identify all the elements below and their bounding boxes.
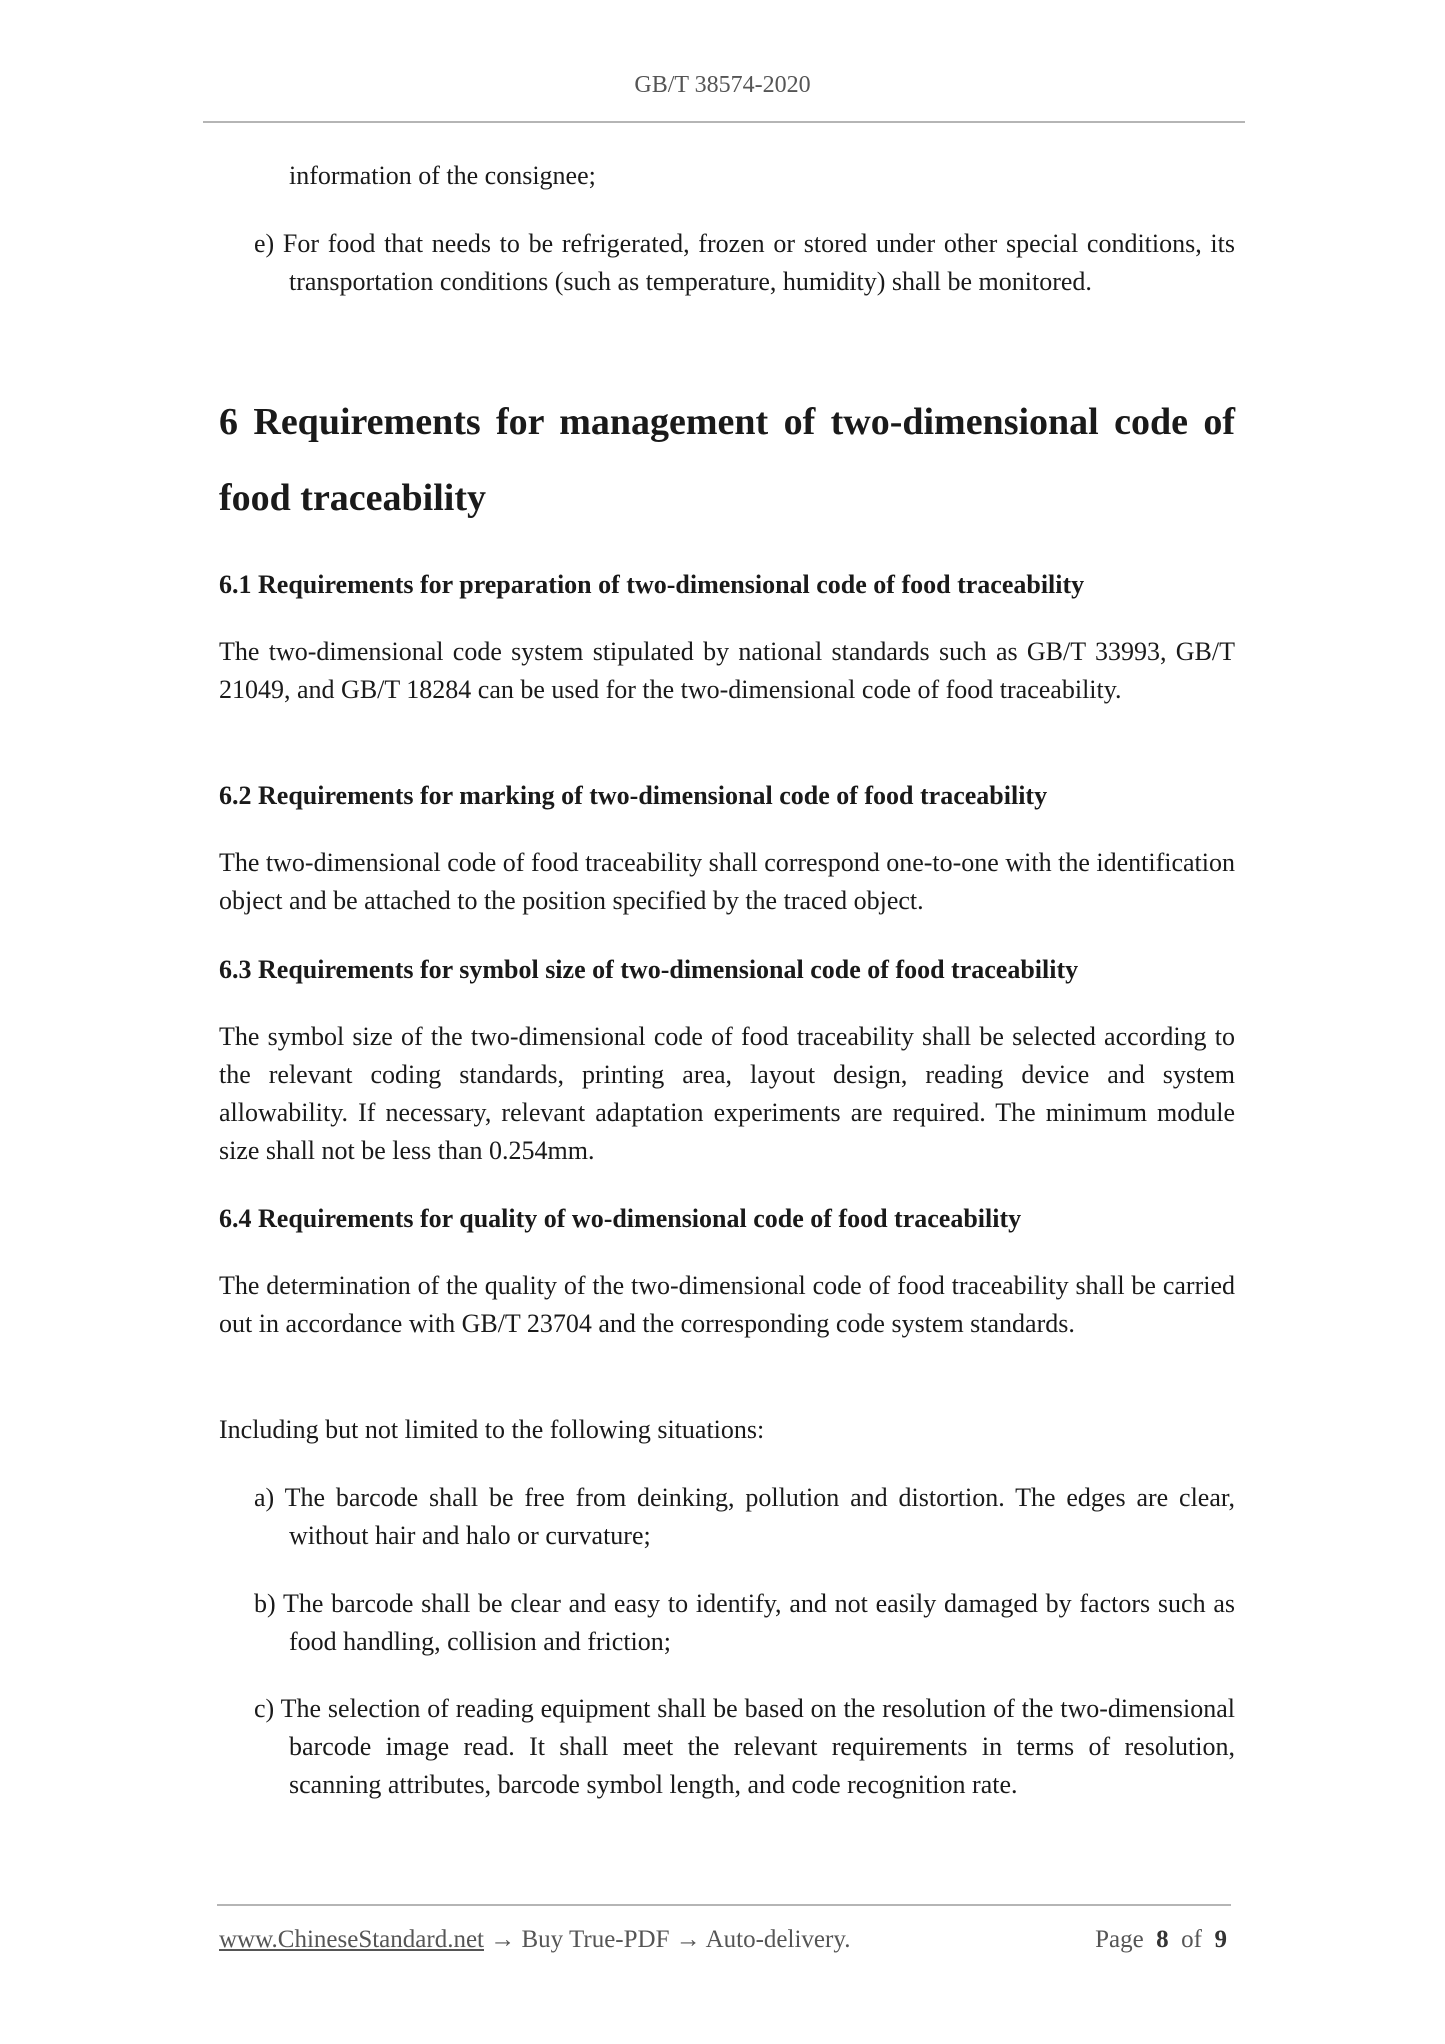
section-6-1-paragraph: The two-dimensional code system stipulated by national standards such as GB/T 33993, GB/T 21049, and GB/T 18284 can be used for the two-dimensional code of food traceability.: [219, 637, 1235, 704]
footer-divider: [217, 1904, 1231, 1906]
current-page: 8: [1156, 1926, 1169, 1953]
footer-promo: [219, 1926, 850, 1954]
total-pages: 9: [1214, 1926, 1227, 1953]
list-item-b: b) The barcode shall be clear and easy to identify, and not easily damaged by factors such as food handling, collision and friction;: [254, 1589, 1235, 1656]
section-6-4-paragraph: The determination of the quality of the two-dimensional code of food traceability shall be carried out in accordance with GB/T 23704 and the corresponding code system standards.: [219, 1271, 1235, 1338]
section-6-heading: 6 Requirements for management of two-dimensional code of food traceability: [219, 401, 1235, 519]
delivery-text: Auto-delivery.: [705, 1926, 851, 1953]
website-link[interactable]: www.ChineseStandard.net: [219, 1926, 484, 1953]
list-text: For food that needs to be refrigerated, frozen or stored under other special conditions, its transportation conditions (such as temperature, humidity) shall be monitored.: [282, 229, 1235, 296]
page-label: Page: [1095, 1926, 1144, 1953]
of-label: of: [1181, 1926, 1202, 1953]
document-id-header: GB/T 38574-2020: [634, 72, 811, 98]
list-item-c: c) The selection of reading equipment shall be based on the resolution of the two-dimensional barcode image read. It shall meet the relevant requirements in terms of resolution, scanning attributes, barcode symbol length, and code recognition rate.: [254, 1694, 1235, 1799]
section-6-3-heading: 6.3 Requirements for symbol size of two-dimensional code of food traceability: [219, 955, 1079, 984]
list-item-a: a) The barcode shall be free from deinking, pollution and distortion. The edges are clear, without hair and halo or curvature;: [254, 1483, 1235, 1550]
arrow-right-icon: →: [675, 1926, 701, 1953]
arrow-right-icon: →: [490, 1926, 516, 1953]
section-6-2-paragraph: The two-dimensional code of food traceability shall correspond one-to-one with the identification object and be attached to the position specified by the traced object.: [219, 848, 1235, 915]
section-6-2-heading: 6.2 Requirements for marking of two-dimensional code of food traceability: [219, 781, 1048, 810]
section-6-1-heading: 6.1 Requirements for preparation of two-dimensional code of food traceability: [219, 570, 1085, 599]
list-item-continuation: information of the consignee;: [289, 161, 596, 190]
list-item-e: [254, 225, 1235, 301]
header-divider: [203, 121, 1245, 123]
buy-text: Buy True-PDF: [521, 1926, 670, 1953]
section-6-4-heading: 6.4 Requirements for quality of wo-dimensional code of food traceability: [219, 1204, 1022, 1233]
section-6-4-intro: Including but not limited to the following situations:: [219, 1415, 765, 1444]
page-number: [1095, 1926, 1227, 1954]
section-6-3-paragraph: The symbol size of the two-dimensional code of food traceability shall be selected according to the relevant coding standards, printing area, layout design, reading device and system allowability. If necessary, relevant adaptation experiments are required. The minimum module size shall not be less than 0.254mm.: [219, 1022, 1235, 1165]
list-label: e): [254, 229, 275, 258]
